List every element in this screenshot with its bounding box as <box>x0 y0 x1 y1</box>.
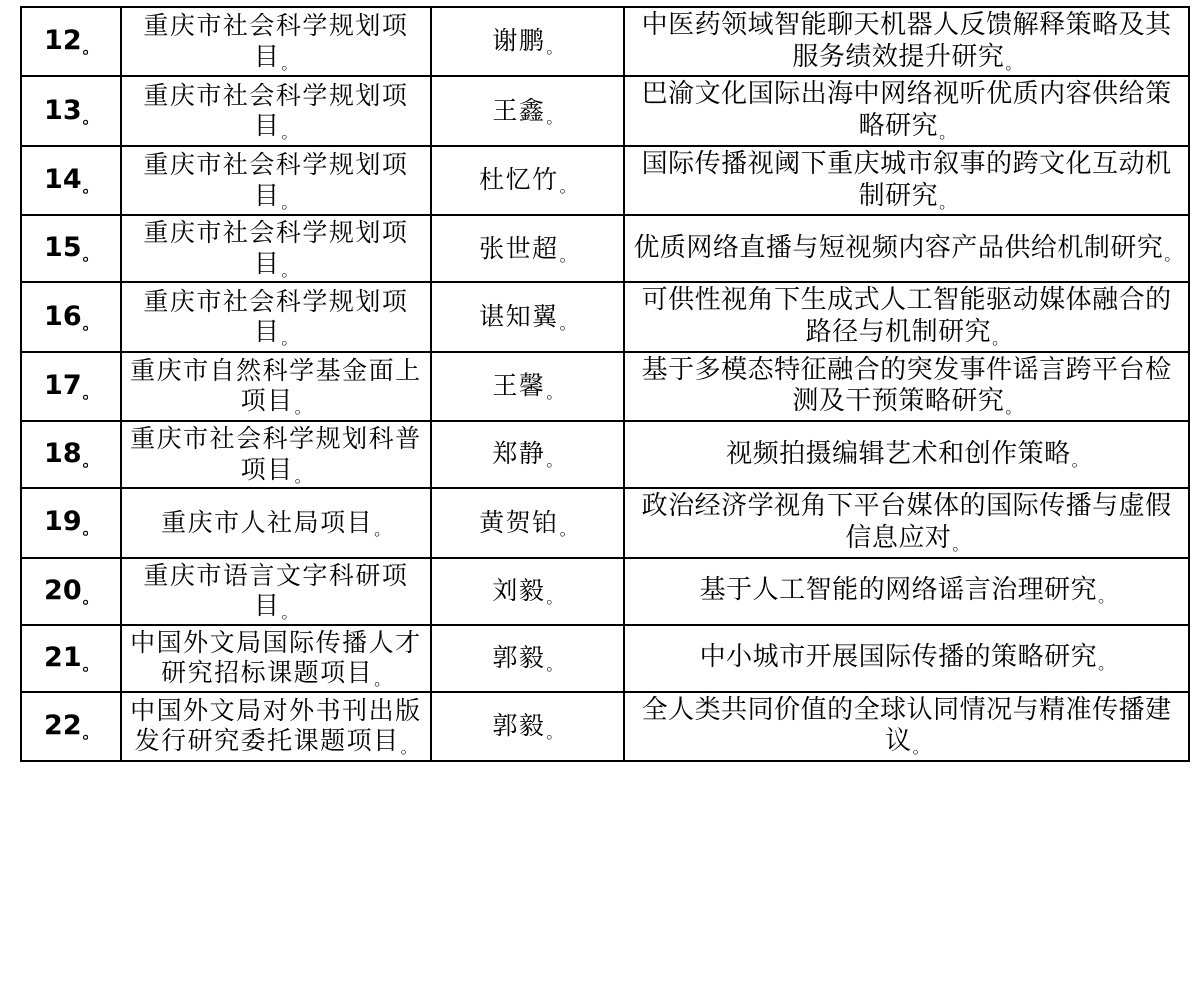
program-type: 重庆市社会科学规划项目 <box>143 80 409 141</box>
punctuation-mark: 。 <box>992 329 1009 349</box>
row-number-cell <box>21 215 121 282</box>
row-number: 17 <box>44 370 82 401</box>
punctuation-mark: 。 <box>1005 53 1022 73</box>
project-title: 基于人工智能的网络谣言治理研究 <box>699 575 1098 606</box>
project-title-cell <box>624 692 1189 761</box>
project-title-cell <box>624 352 1189 421</box>
project-title: 中小城市开展国际传播的策略研究 <box>699 642 1098 673</box>
project-title: 国际传播视阈下重庆城市叙事的跨文化互动机制研究 <box>641 148 1172 211</box>
person-name: 郭毅 <box>492 642 546 672</box>
punctuation-mark: 。 <box>939 192 956 212</box>
program-type: 重庆市社会科学规划项目 <box>143 11 409 71</box>
punctuation-mark: 。 <box>1071 450 1089 470</box>
punctuation-mark: 。 <box>546 38 564 58</box>
punctuation-mark: 。 <box>1164 244 1181 264</box>
punctuation-mark: 。 <box>559 177 578 197</box>
table-row <box>21 282 1189 351</box>
program-type-cell <box>121 76 431 145</box>
program-type-cell <box>121 421 431 488</box>
row-number: 21 <box>44 641 82 673</box>
punctuation-mark: 。 <box>912 738 930 758</box>
person-name: 王鑫 <box>492 95 546 125</box>
row-number-cell <box>21 692 121 761</box>
punctuation-mark: 。 <box>281 260 299 280</box>
punctuation-mark: 。 <box>559 313 578 333</box>
row-number-cell <box>21 282 121 351</box>
project-title: 基于多模态特征融合的突发事件谣言跨平台检测及干预策略研究 <box>641 354 1172 417</box>
row-number: 22 <box>44 709 82 741</box>
row-number: 20 <box>44 574 82 606</box>
punctuation-mark: 。 <box>1098 587 1115 607</box>
table-row <box>21 7 1189 76</box>
punctuation-mark: 。 <box>281 192 299 212</box>
table-row <box>21 421 1189 488</box>
table-row <box>21 692 1189 761</box>
table-row <box>21 146 1189 215</box>
punctuation-mark: 。 <box>294 466 313 486</box>
person-name: 王馨 <box>492 371 546 401</box>
row-number: 16 <box>44 300 82 332</box>
project-title-cell <box>624 558 1189 625</box>
punctuation-mark: 。 <box>952 534 969 554</box>
row-number-cell <box>21 146 121 215</box>
punctuation-mark: 。 <box>82 587 99 607</box>
project-title-cell <box>624 421 1189 488</box>
project-list-table <box>20 6 1190 762</box>
project-title-cell <box>624 625 1189 692</box>
punctuation-mark: 。 <box>546 723 564 743</box>
person-name-cell <box>431 7 624 76</box>
punctuation-mark: 。 <box>82 38 99 58</box>
row-number: 19 <box>44 506 82 538</box>
row-number: 12 <box>44 25 82 57</box>
person-name-cell <box>431 625 624 692</box>
punctuation-mark: 。 <box>82 313 99 333</box>
row-number: 15 <box>44 232 82 264</box>
project-title: 巴渝文化国际出海中网络视听优质内容供给策略研究 <box>641 79 1172 142</box>
punctuation-mark: 。 <box>281 53 299 73</box>
program-type: 中国外文局对外书刊出版发行研究委托课题项目 <box>130 695 422 756</box>
program-type: 重庆市社会科学规划科普项目 <box>130 424 422 484</box>
table-row <box>21 352 1189 421</box>
punctuation-mark: 。 <box>546 587 564 607</box>
punctuation-mark: 。 <box>82 451 99 471</box>
row-number-cell <box>21 76 121 145</box>
punctuation-mark: 。 <box>1098 654 1115 674</box>
table-row <box>21 625 1189 692</box>
program-type-cell <box>121 488 431 557</box>
program-type-cell <box>121 282 431 351</box>
row-number-cell <box>21 421 121 488</box>
punctuation-mark: 。 <box>559 245 578 265</box>
person-name: 张世超 <box>479 233 559 263</box>
program-type: 中国外文局国际传播人才研究招标课题项目 <box>130 627 422 688</box>
row-number-cell <box>21 625 121 692</box>
project-title-cell <box>624 488 1189 557</box>
program-type-cell <box>121 625 431 692</box>
punctuation-mark: 。 <box>281 123 299 143</box>
table-row <box>21 76 1189 145</box>
punctuation-mark: 。 <box>546 451 564 471</box>
punctuation-mark: 。 <box>546 383 564 403</box>
row-number: 14 <box>44 164 82 196</box>
person-name-cell <box>431 558 624 625</box>
person-name: 杜忆竹 <box>479 165 559 195</box>
person-name-cell <box>431 282 624 351</box>
project-title: 可供性视角下生成式人工智能驱动媒体融合的路径与机制研究 <box>641 285 1172 348</box>
punctuation-mark: 。 <box>82 383 99 402</box>
table-body <box>21 7 1189 761</box>
punctuation-mark: 。 <box>1005 398 1022 418</box>
program-type: 重庆市社会科学规划项目 <box>143 218 409 278</box>
punctuation-mark: 。 <box>82 177 99 197</box>
project-title-cell <box>624 7 1189 76</box>
project-title: 中医药领域智能聊天机器人反馈解释策略及其服务绩效提升研究 <box>641 10 1172 72</box>
person-name: 谌知翼 <box>479 301 559 331</box>
program-type-cell <box>121 146 431 215</box>
program-type-cell <box>121 558 431 625</box>
person-name-cell <box>431 146 624 215</box>
table-row <box>21 488 1189 557</box>
project-title: 政治经济学视角下平台媒体的国际传播与虚假信息应对 <box>641 491 1172 553</box>
person-name: 谢鹏 <box>492 26 546 56</box>
punctuation-mark: 。 <box>374 670 392 690</box>
person-name: 黄贺铂 <box>479 507 559 537</box>
row-number: 13 <box>44 94 82 126</box>
row-number-cell <box>21 352 121 421</box>
person-name-cell <box>431 421 624 488</box>
punctuation-mark: 。 <box>281 603 299 623</box>
program-type-cell <box>121 7 431 76</box>
punctuation-mark: 。 <box>82 654 99 674</box>
project-title: 全人类共同价值的全球认同情况与精准传播建议 <box>641 694 1172 757</box>
person-name-cell <box>431 352 624 421</box>
punctuation-mark: 。 <box>559 519 578 539</box>
project-title-cell <box>624 215 1189 282</box>
row-number: 18 <box>44 438 82 470</box>
program-type-cell <box>121 692 431 761</box>
row-number-cell <box>21 488 121 557</box>
program-type: 重庆市人社局项目 <box>161 507 374 537</box>
program-type-cell <box>121 215 431 282</box>
program-type-cell <box>121 352 431 421</box>
row-number-cell <box>21 558 121 625</box>
punctuation-mark: 。 <box>82 107 99 127</box>
project-title: 视频拍摄编辑艺术和创作策略 <box>726 438 1071 469</box>
person-name: 郭毅 <box>492 711 546 741</box>
person-name-cell <box>431 215 624 282</box>
punctuation-mark: 。 <box>400 738 419 758</box>
punctuation-mark: 。 <box>546 654 564 674</box>
punctuation-mark: 。 <box>294 398 313 418</box>
program-type: 重庆市语言文字科研项目 <box>143 560 409 621</box>
punctuation-mark: 。 <box>546 107 564 127</box>
program-type: 重庆市自然科学基金面上项目 <box>130 355 422 416</box>
punctuation-mark: 。 <box>82 245 99 265</box>
punctuation-mark: 。 <box>281 329 299 349</box>
project-title-cell <box>624 282 1189 351</box>
person-name-cell <box>431 488 624 557</box>
person-name: 郑静 <box>492 439 546 469</box>
project-title-cell <box>624 146 1189 215</box>
punctuation-mark: 。 <box>82 722 99 742</box>
row-number-cell <box>21 7 121 76</box>
person-name: 刘毅 <box>492 575 546 605</box>
project-title-cell <box>624 76 1189 145</box>
program-type: 重庆市社会科学规划项目 <box>143 150 409 210</box>
punctuation-mark: 。 <box>939 123 956 143</box>
punctuation-mark: 。 <box>82 519 99 539</box>
program-type: 重庆市社会科学规划项目 <box>143 286 409 347</box>
punctuation-mark: 。 <box>374 519 392 539</box>
person-name-cell <box>431 76 624 145</box>
table-row <box>21 558 1189 625</box>
project-title: 优质网络直播与短视频内容产品供给机制研究 <box>633 232 1164 263</box>
person-name-cell <box>431 692 624 761</box>
table-row <box>21 215 1189 282</box>
